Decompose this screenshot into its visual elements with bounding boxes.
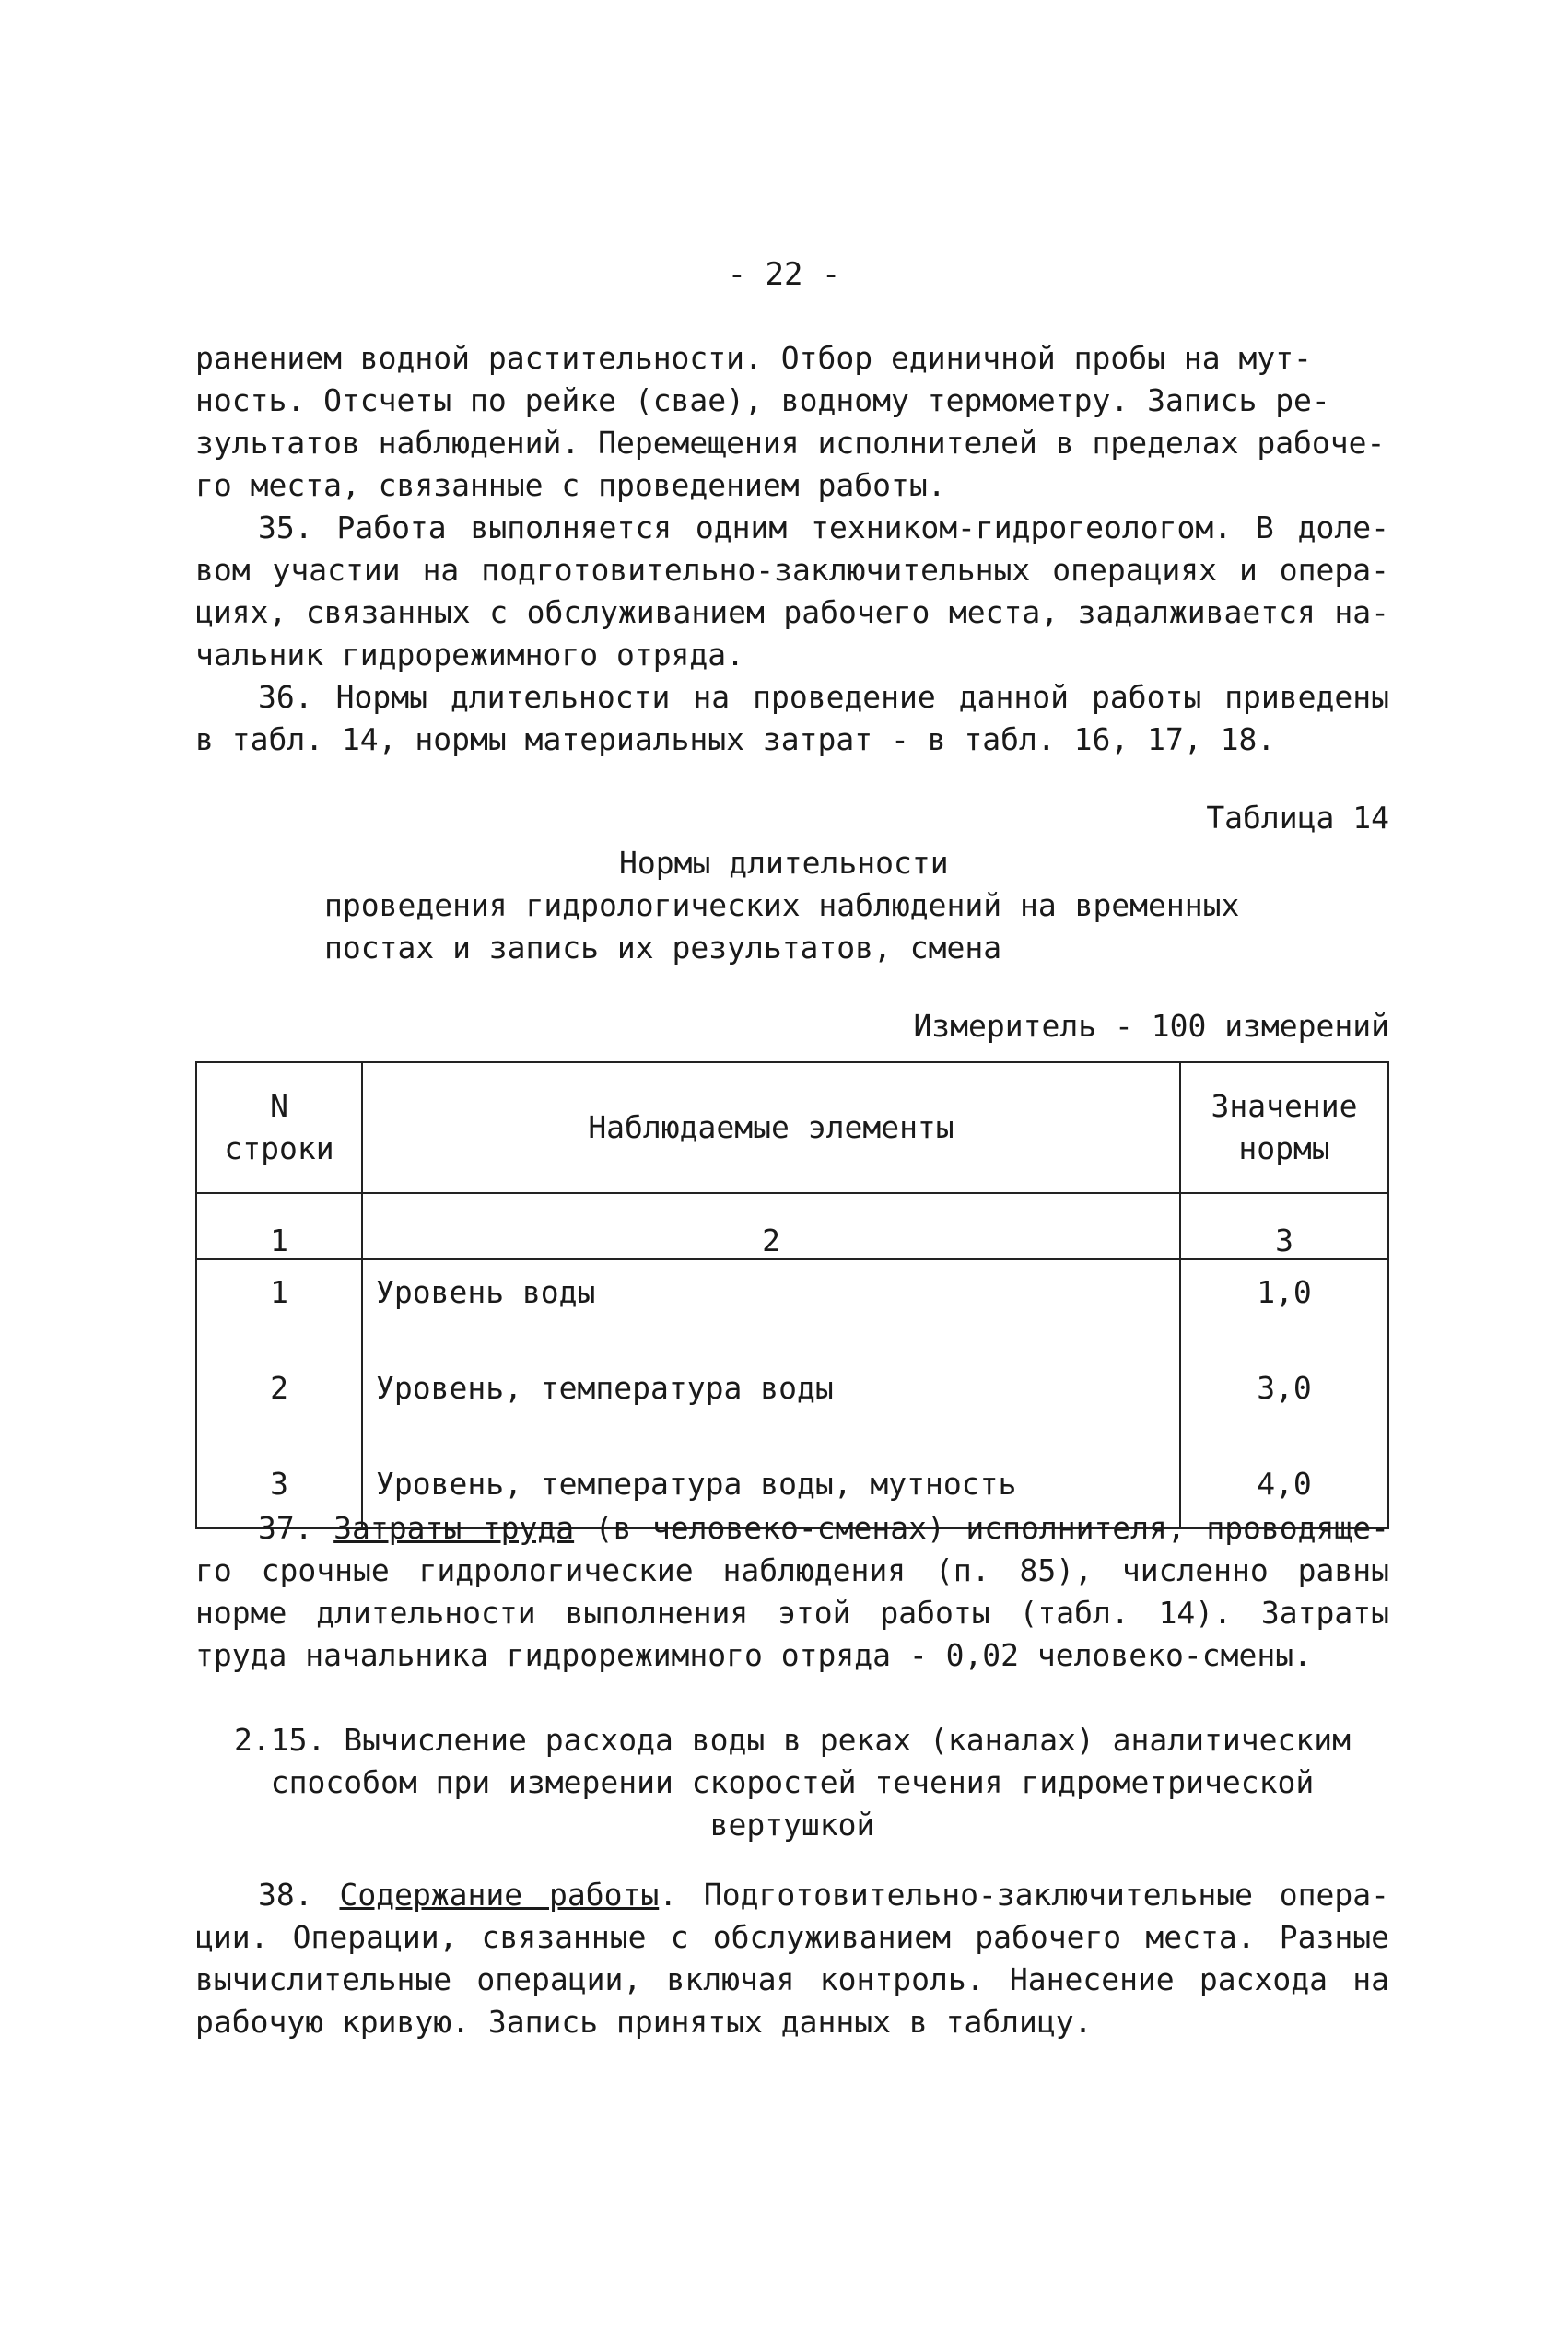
intro-line: ность. Отсчеты по рейке (свае), водному термометру. Запись ре- [195, 382, 1330, 418]
header-elements: Наблюдаемые элементы [362, 1062, 1180, 1193]
row-element: Уровень, температура воды, мутность [362, 1452, 1180, 1528]
paragraph-38 [195, 1874, 1389, 2043]
p38-text: . Подготовительно-заключительные опера-ции. Операции, связанные с обслуживанием рабочего места. Разные вычислительные операции, включая контроль. Нанесение расхода на рабочую кривую. Запись принятых данных в таблицу. [195, 1877, 1389, 2040]
col-number: 2 [362, 1193, 1180, 1259]
header-norm-value: Значение нормы [1180, 1062, 1388, 1193]
table-row [196, 1259, 1388, 1356]
intro-line: зультатов наблюдений. Перемещения исполнителей в пределах рабоче- [195, 425, 1386, 461]
row-number: 1 [196, 1259, 362, 1356]
p37-text: (в человеко-сменах) исполнителя, проводяще-го срочные гидрологические наблюдения (п. 85), численно равны норме длительности выполнения этой работы (табл. 14). Затраты труда начальника гидрорежимного отряда - 0,02 человеко-смены. [195, 1510, 1390, 1673]
p38-number: 38. [258, 1877, 313, 1913]
section-title-line: вертушкой [709, 1807, 875, 1843]
row-number: 3 [196, 1452, 362, 1528]
row-element: Уровень воды [362, 1259, 1180, 1356]
table-title [324, 842, 1246, 969]
table-title-line: проведения гидрологических наблюдений на временных [324, 887, 1240, 923]
table-title-line: Нормы длительности [619, 845, 949, 881]
row-value: 4,0 [1180, 1452, 1388, 1528]
norms-table [195, 1061, 1389, 1529]
section-title-line: способом при измерении скоростей течения гидрометрической [270, 1764, 1315, 1800]
row-value: 3,0 [1180, 1356, 1388, 1452]
page-number: - 22 - [727, 256, 841, 293]
header-row-number: N строки [196, 1062, 362, 1193]
p37-term: Затраты труда [333, 1510, 575, 1546]
intro-line: го места, связанные с проведением работы. [195, 467, 946, 503]
row-value: 1,0 [1180, 1259, 1388, 1356]
col-number: 1 [196, 1193, 362, 1259]
section-title-line: 2.15. Вычисление расхода воды в реках (каналах) аналитическим [234, 1722, 1351, 1758]
paragraph-36: 36. Нормы длительности на проведение данной работы приведены в табл. 14, нормы материальных затрат - в табл. 16, 17, 18. [195, 679, 1389, 757]
p38-term: Содержание работы [339, 1877, 660, 1913]
p37-number: 37. [258, 1510, 313, 1546]
table-caption: Таблица 14 [1206, 800, 1389, 836]
table-row [196, 1356, 1388, 1452]
table-title-line: постах и запись их результатов, смена [324, 930, 1002, 966]
measure-unit: Измеритель - 100 измерений [913, 1008, 1389, 1044]
section-title [195, 1719, 1389, 1846]
col-number: 3 [1180, 1193, 1388, 1259]
row-number: 2 [196, 1356, 362, 1452]
row-element: Уровень, температура воды [362, 1356, 1180, 1452]
table-column-numbers [196, 1193, 1388, 1259]
intro-text [195, 337, 1389, 761]
intro-line: ранением водной растительности. Отбор единичной пробы на мут- [195, 340, 1312, 376]
paragraph-37 [195, 1507, 1389, 1677]
table-header-row [196, 1062, 1388, 1193]
paragraph-35: 35. Работа выполняется одним техником-гидрогеологом. В доле-вом участии на подготовительно-заключительных операциях и опера-циях, связанных с обслуживанием рабочего места, задалживается на-чальник гидрорежимного отряда. [195, 509, 1389, 673]
